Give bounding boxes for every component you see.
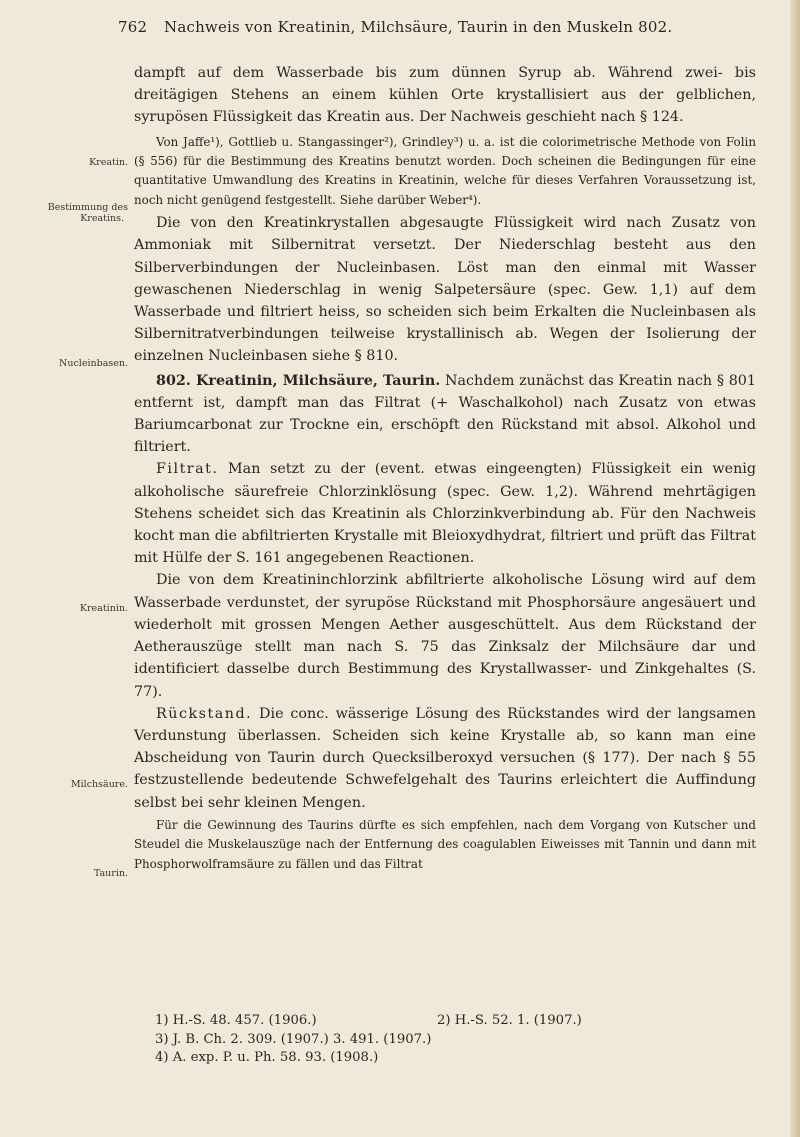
paragraph-7	[134, 703, 756, 814]
paragraph-2-small: Von Jaffe¹), Gottlieb u. Stangassinger²), Grindley³) u. a. ist die colorimetrische Methode von Folin (§ 556) für die Bestimmung des Kreatins benutzt worden. Doch scheinen die Bedingungen für eine quantitative Umwandlung des Kreatins in Kreatinin, welche für dieses Verfahren Voraussetzung ist, noch nicht genügend festgestellt. Siehe darüber Weber⁴).	[134, 134, 756, 207]
paragraph-4	[134, 370, 756, 459]
margin-note-milchsaeure: Milchsäure.	[70, 779, 128, 790]
section-heading: 802. Kreatinin, Milchsäure, Taurin.	[156, 372, 441, 389]
margin-note-bestimmung	[0, 202, 128, 224]
paragraph-7-body: Die conc. wässerige Lösung des Rückstandes wird der langsamen Verdunstung überlassen. Scheiden sich keine Krystalle ab, so kann man eine Abscheidung von Taurin durch Quecksilberoxyd versuchen (§ 177). Der nach § 55 festzustellende bedeutende Schwefelgehalt des Taurins erleichtert die Auffindung selbst bei sehr kleinen Mengen.	[134, 705, 756, 811]
footnote-4: 4) A. exp. P. u. Ph. 58. 93. (1908.)	[155, 1050, 379, 1066]
page-edge-shadow	[790, 0, 800, 1137]
rueckstand-lead: Rückstand.	[156, 705, 253, 722]
paragraph-3: Die von den Kreatinkrystallen abgesaugte Flüssigkeit wird nach Zusatz von Ammoniak mit Silbernitrat versetzt. Der Niederschlag besteht aus den Silberverbindungen der Nucleinbasen. Löst man den einmal mit Wasser gewaschenen Niederschlag in wenig Salpetersäure (spec. Gew. 1,1) auf dem Wasserbade und filtriert heiss, so scheiden sich beim Erkalten die Nucleinbasen als Silbernitratverbindungen teilweise krystallinisch ab. Wegen der Isolierung der einzelnen Nucleinbasen siehe § 810.	[134, 215, 756, 365]
paragraph-1: dampft auf dem Wasserbade bis zum dünnen Syrup ab. Während zwei- bis dreitägigen Stehens an einem kühlen Orte krystallisiert aus der gelblichen, syrupösen Flüssigkeit das Kreatin aus. Der Nachweis geschieht nach § 124.	[134, 65, 756, 126]
margin-note-kreatin: Kreatin.	[89, 157, 128, 168]
footnote-1: 1) H.-S. 48. 457. (1906.)	[155, 1013, 317, 1028]
paragraph-5-body: Man setzt zu der (event. etwas eingeengten) Flüssigkeit ein wenig alkoholische säurefreie Chlorzinklösung (spec. Gew. 1,2). Während mehrtägigen Stehens scheidet sich das Kreatinin als Chlorzinkverbindung ab. Für den Nachweis kocht man die abfiltrierten Krystalle mit Bleioxydhydrat, filtriert und prüft das Filtrat mit Hülfe der S. 161 angegebenen Reactionen.	[134, 461, 756, 567]
footnotes	[155, 1012, 715, 1068]
margin-note-kreatinin: Kreatinin.	[79, 603, 128, 614]
paragraph-6: Die von dem Kreatininchlorzink abfiltrierte alkoholische Lösung wird auf dem Wasserbade verdunstet, der syrupöse Rückstand mit Phosphorsäure angesäuert und wiederholt mit grossen Mengen Aether ausgeschüttelt. Aus dem Rückstand der Aetherauszüge stellt man nach S. 75 das Zinksalz der Milchsäure dar und identificiert dasselbe durch Bestimmung des Krystallwasser- und Zinkgehaltes (S. 77).	[134, 572, 756, 700]
paragraph-4-body: Nachdem zunächst das Kreatin nach § 801 entfernt ist, dampft man das Filtrat (+ Waschalkohol) nach Zusatz von etwas Bariumcarbonat zur Trockne ein, erschöpft den Rückstand mit absol. Alkohol und filtriert.	[134, 372, 757, 456]
page-number: 762	[118, 18, 148, 36]
footnote-2: 2) H.-S. 52. 1. (1907.)	[437, 1013, 582, 1028]
margin-note-nucleinbasen: Nucleinbasen.	[59, 358, 128, 369]
paragraph-8-small: Für die Gewinnung des Taurins dürfte es sich empfehlen, nach dem Vorgang von Kutscher und Steudel die Muskelauszüge nach der Entfernung des coagulablen Eiweisses mit Tannin und dann mit Phosphorwolframsäure zu fällen und das Filtrat	[134, 817, 756, 871]
filtrat-lead: Filtrat.	[156, 461, 219, 478]
footnote-row	[155, 1012, 715, 1031]
paragraph-5	[134, 458, 756, 569]
margin-note-taurin: Taurin.	[93, 868, 128, 879]
running-title: Nachweis von Kreatinin, Milchsäure, Taurin in den Muskeln 802.	[164, 18, 673, 36]
margin-note-bestimmung-line2: Kreatins.	[80, 213, 124, 224]
margin-note-bestimmung-line1: Bestimmung des	[47, 202, 128, 213]
footnote-3: 3) J. B. Ch. 2. 309. (1907.) 3. 491. (1907.)	[155, 1031, 432, 1047]
body-text	[134, 62, 756, 874]
